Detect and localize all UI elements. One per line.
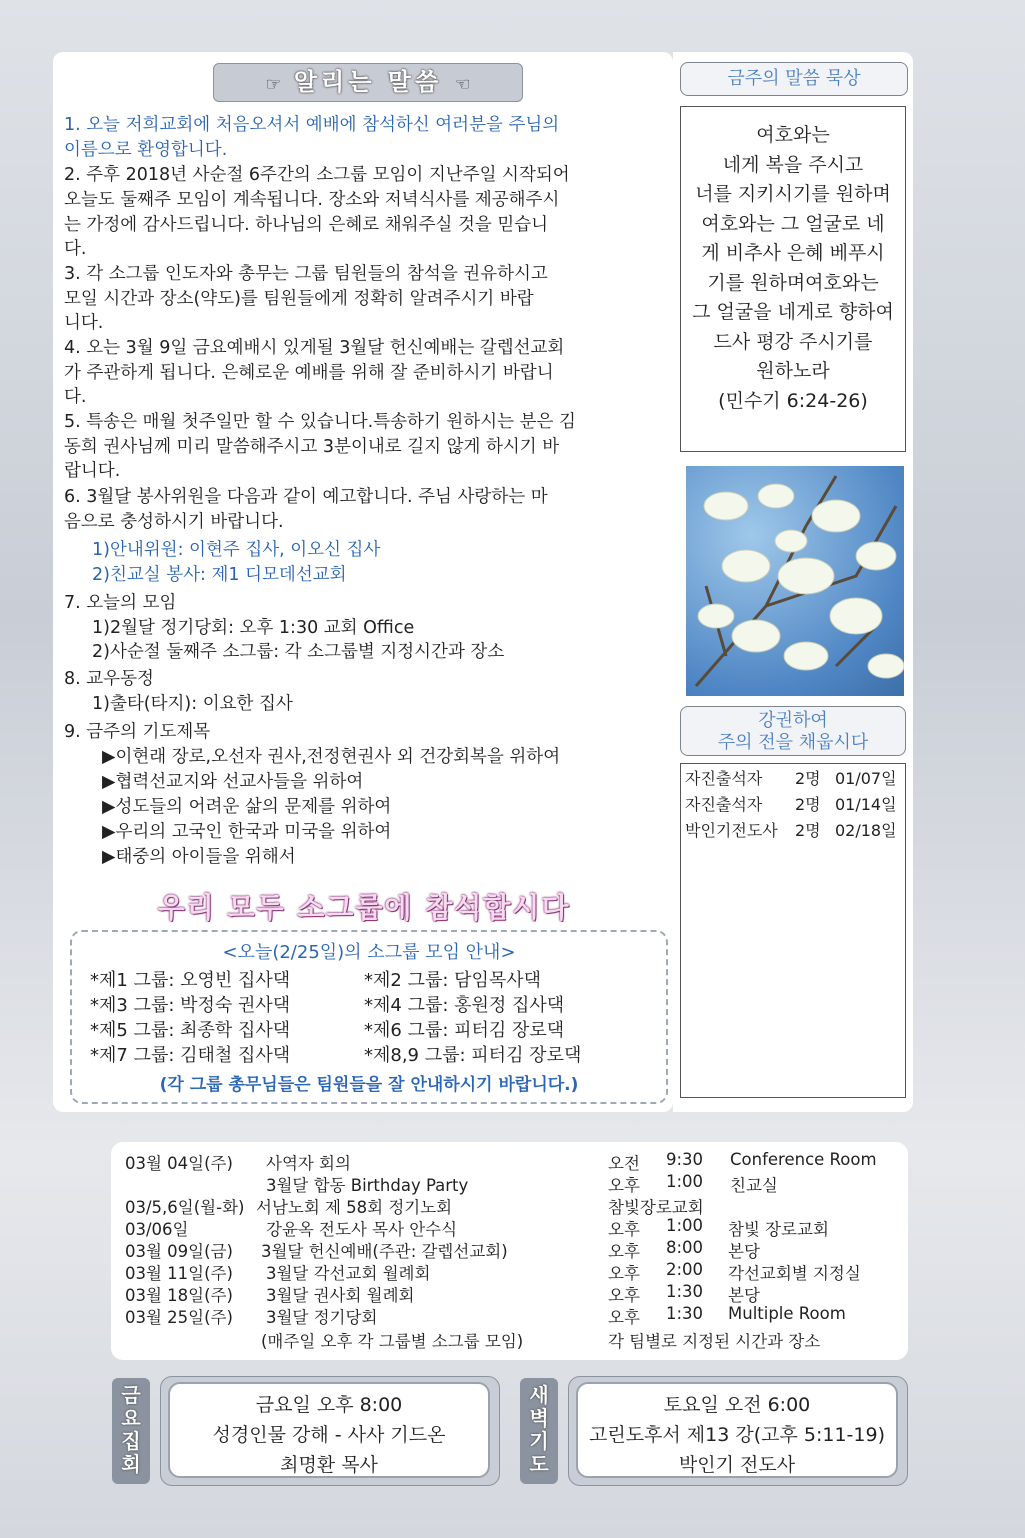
schedule-time: 1:00 <box>666 1216 704 1235</box>
verse-line: 여호와는 그 얼굴로 네 <box>701 212 885 235</box>
friday-meeting-box <box>168 1382 490 1478</box>
notice-line: 2)사순절 둘째주 소그룹: 각 소그룹별 지정시간과 장소 <box>92 642 505 662</box>
schedule-row <box>111 1150 908 1172</box>
notice-line: 5. 특송은 매월 첫주일만 할 수 있습니다.특송하기 원하시는 분은 김 <box>64 412 576 432</box>
schedule-row <box>111 1260 908 1282</box>
group-item: *제7 그룹: 김태철 집사댁 <box>90 1045 291 1066</box>
schedule-event: (매주일 오후 각 그룹별 소그룹 모임) <box>261 1332 524 1351</box>
schedule-time: 1:00 <box>666 1172 704 1191</box>
schedule-place: 본당 <box>728 1242 760 1261</box>
attendee-name: 자진출석자 <box>685 795 763 814</box>
schedule-place: 친교실 <box>730 1176 778 1195</box>
attendee-date: 01/07일 <box>835 769 897 788</box>
service-line: 2)친교실 봉사: 제1 디모데선교회 <box>92 565 347 585</box>
schedule-time: 2:00 <box>666 1260 704 1279</box>
notice-line: 오늘도 둘째주 모임이 계속됩니다. 장소와 저녁식사를 제공해주시 <box>64 190 560 210</box>
notice-line: 6. 3월달 봉사위원을 다음과 같이 예고합니다. 주님 사랑하는 마 <box>64 487 548 507</box>
attendee-name: 박인기전도사 <box>685 821 778 840</box>
group-item: *제1 그룹: 오영빈 집사댁 <box>90 970 291 991</box>
attendance-row <box>685 766 901 792</box>
dawn-topic: 고린도후서 제13 강(고후 5:11-19) <box>588 1424 885 1446</box>
notice-line: 이름으로 환영합니다. <box>64 140 228 160</box>
schedule-panel <box>111 1142 908 1360</box>
schedule-row <box>111 1194 908 1216</box>
schedule-row <box>111 1172 908 1194</box>
group-item: *제4 그룹: 홍원정 집사댁 <box>364 995 565 1016</box>
notice-line: 2. 주후 2018년 사순절 6주간의 소그룹 모임이 지난주일 시작되어 <box>64 165 570 185</box>
campaign-title: 우리 모두 소그룹에 참석합시다 <box>157 891 571 924</box>
meditation-title: 금주의 말씀 묵상 <box>680 62 908 96</box>
schedule-event: 3월달 권사회 월례회 <box>266 1286 415 1305</box>
verse-line: 그 얼굴을 네게로 향하여 <box>692 301 894 323</box>
schedule-place: 참빛 장로교회 <box>728 1220 829 1239</box>
schedule-time: 8:00 <box>666 1238 704 1257</box>
notice-line: 음으로 충성하시기 바랍니다. <box>64 512 284 532</box>
schedule-date: 03월 18일(주) <box>125 1286 233 1305</box>
schedule-place: 각선교회별 지정실 <box>728 1264 861 1283</box>
notice-line: 다. <box>64 239 87 259</box>
notice-line: 7. 오늘의 모임 <box>64 593 177 613</box>
prayer-item: ▶태중의 아이들을 위해서 <box>102 847 296 867</box>
schedule-date: 03월 04일(주) <box>125 1154 233 1173</box>
magnolia-flower-image <box>686 466 904 696</box>
notice-line: 니다. <box>64 313 104 333</box>
group-item: *제5 그룹: 최종학 집사댁 <box>90 1020 291 1041</box>
verse-line: 게 비추사 은혜 베푸시 <box>701 242 885 264</box>
prayer-item: ▶이현래 장로,오선자 권사,전정현권사 외 건강회복을 위하여 <box>102 747 561 767</box>
notice-line: 1)2월달 정기당회: 오후 1:30 교회 Office <box>92 618 415 638</box>
verse-line: 네게 복을 주시고 <box>722 153 864 176</box>
schedule-place: Conference Room <box>730 1150 877 1169</box>
service-line: 1)안내위원: 이현주 집사, 이오신 집사 <box>92 540 381 560</box>
dawn-prayer-label: 새벽기도 <box>520 1378 558 1484</box>
schedule-event: 3월달 정기당회 <box>266 1308 378 1327</box>
schedule-ampm: 오후 <box>608 1286 640 1305</box>
evangelism-line: 강권하여 <box>758 710 828 731</box>
schedule-ampm: 오후 <box>608 1308 640 1327</box>
prayer-item: ▶우리의 고국인 한국과 미국을 위하여 <box>102 822 392 842</box>
verse-reference: (민수기 6:24-26) <box>718 389 868 412</box>
verse-line: 기를 원하며여호와는 <box>707 271 879 294</box>
schedule-row <box>111 1328 908 1350</box>
notice-line: 다. <box>64 387 87 407</box>
group-note: (각 그룹 총무님들은 팀원들을 잘 안내하시기 바랍니다.) <box>159 1075 579 1095</box>
prayer-item: ▶협력선교지와 선교사들을 위하여 <box>102 772 364 792</box>
group-item: *제8,9 그룹: 피터김 장로댁 <box>364 1045 582 1066</box>
attendee-date: 02/18일 <box>835 821 897 840</box>
notice-line: 랍니다. <box>64 461 121 481</box>
schedule-place: 본당 <box>728 1286 760 1305</box>
notice-title: 알리는 말씀 <box>293 68 443 96</box>
schedule-row <box>111 1216 908 1238</box>
notice-line: 3. 각 소그룹 인도자와 총무는 그룹 팀원들의 참석을 권유하시고 <box>64 264 548 284</box>
verse-line: 원하노라 <box>756 360 830 382</box>
verse-line: 너를 지키시기를 원하며 <box>695 183 891 205</box>
pointing-hand-left-icon: ☞ <box>265 74 282 95</box>
schedule-date: 03/06일 <box>125 1220 189 1239</box>
schedule-event: 3월달 각선교회 월례회 <box>266 1264 431 1283</box>
verse-line: 여호와는 <box>756 124 830 146</box>
notice-line: 9. 금주의 기도제목 <box>64 722 211 742</box>
friday-speaker: 최명환 목사 <box>280 1454 378 1476</box>
notice-line: 4. 오는 3월 9일 금요예배시 있게될 3월달 헌신예배는 갈렙선교회 <box>64 338 565 358</box>
schedule-ampm: 오후 <box>608 1220 640 1239</box>
group-item: *제2 그룹: 담임목사댁 <box>364 970 542 991</box>
schedule-place: Multiple Room <box>728 1304 846 1323</box>
small-group-box <box>70 930 668 1104</box>
schedule-ampm: 오전 <box>608 1154 640 1173</box>
schedule-event: 사역자 회의 <box>266 1154 351 1173</box>
schedule-ampm: 참빛장로교회 <box>608 1198 704 1217</box>
schedule-event: 3월달 헌신예배(주관: 갈렙선교회) <box>261 1242 508 1261</box>
notice-line: 1. 오늘 저희교회에 처음오셔서 예배에 참석하신 여러분을 주님의 <box>64 115 560 135</box>
group-box-title: <오늘(2/25일)의 소그룹 모임 안내> <box>222 942 516 963</box>
schedule-ampm: 오후 <box>608 1242 640 1261</box>
attendance-box <box>680 763 906 1098</box>
meditation-box <box>680 106 906 452</box>
attendee-date: 01/14일 <box>835 795 897 814</box>
schedule-time: 1:30 <box>666 1304 704 1323</box>
notice-line: 가 주관하게 됩니다. 은혜로운 예배를 위해 잘 준비하시기 바랍니 <box>64 363 554 383</box>
attendee-count: 2명 <box>795 769 821 788</box>
magnolia-flower-illustration <box>686 466 904 696</box>
schedule-row <box>111 1238 908 1260</box>
schedule-event: 3월달 합동 Birthday Party <box>266 1176 469 1195</box>
pointing-hand-right-icon: ☜ <box>454 74 471 95</box>
schedule-date: 03월 09일(금) <box>125 1242 233 1261</box>
dawn-prayer-box <box>576 1382 898 1478</box>
schedule-time: 9:30 <box>666 1150 704 1169</box>
verse-line: 드사 평강 주시기를 <box>713 330 873 353</box>
schedule-row <box>111 1282 908 1304</box>
schedule-row <box>111 1304 908 1326</box>
notice-line: 8. 교우동정 <box>64 669 154 689</box>
schedule-event: 서남노회 제 58회 정기노회 <box>256 1198 453 1217</box>
evangelism-banner <box>680 706 906 756</box>
notice-line: 는 가정에 감사드립니다. 하나님의 은혜로 채워주실 것을 믿습니 <box>64 215 549 235</box>
notice-line: 모일 시간과 장소(약도)를 팀원들에게 정확히 알려주시기 바랍 <box>64 289 534 309</box>
friday-topic: 성경인물 강해 - 사사 기드온 <box>212 1424 446 1446</box>
attendance-row <box>685 818 901 844</box>
evangelism-line: 주의 전을 채웁시다 <box>717 732 869 753</box>
dawn-speaker: 박인기 전도사 <box>678 1454 796 1476</box>
notice-title-badge <box>213 63 523 102</box>
schedule-date: 03월 25일(주) <box>125 1308 233 1327</box>
schedule-date: 03월 11일(주) <box>125 1264 233 1283</box>
schedule-time: 1:30 <box>666 1282 704 1301</box>
schedule-event: 강윤옥 전도사 목사 안수식 <box>266 1220 458 1239</box>
notice-line: 1)출타(타지): 이요한 집사 <box>92 694 293 714</box>
attendance-row <box>685 792 901 818</box>
attendee-count: 2명 <box>795 821 821 840</box>
attendee-count: 2명 <box>795 795 821 814</box>
schedule-ampm: 오후 <box>608 1176 640 1195</box>
schedule-date: 03/5,6일(월-화) <box>125 1198 245 1217</box>
group-item: *제3 그룹: 박정숙 권사댁 <box>90 995 291 1016</box>
attendee-name: 자진출석자 <box>685 769 763 788</box>
prayer-item: ▶성도들의 어려운 삶의 문제를 위하여 <box>102 797 392 817</box>
friday-time: 금요일 오후 8:00 <box>255 1394 403 1416</box>
schedule-ampm: 각 팀별로 지정된 시간과 장소 <box>608 1332 821 1351</box>
dawn-time: 토요일 오전 6:00 <box>663 1394 811 1416</box>
group-item: *제6 그룹: 피터김 장로댁 <box>364 1020 565 1041</box>
notice-line: 동희 권사님께 미리 말씀해주시고 3분이내로 길지 않게 하시기 바 <box>64 437 560 457</box>
schedule-ampm: 오후 <box>608 1264 640 1283</box>
friday-meeting-label: 금요집회 <box>112 1378 150 1484</box>
